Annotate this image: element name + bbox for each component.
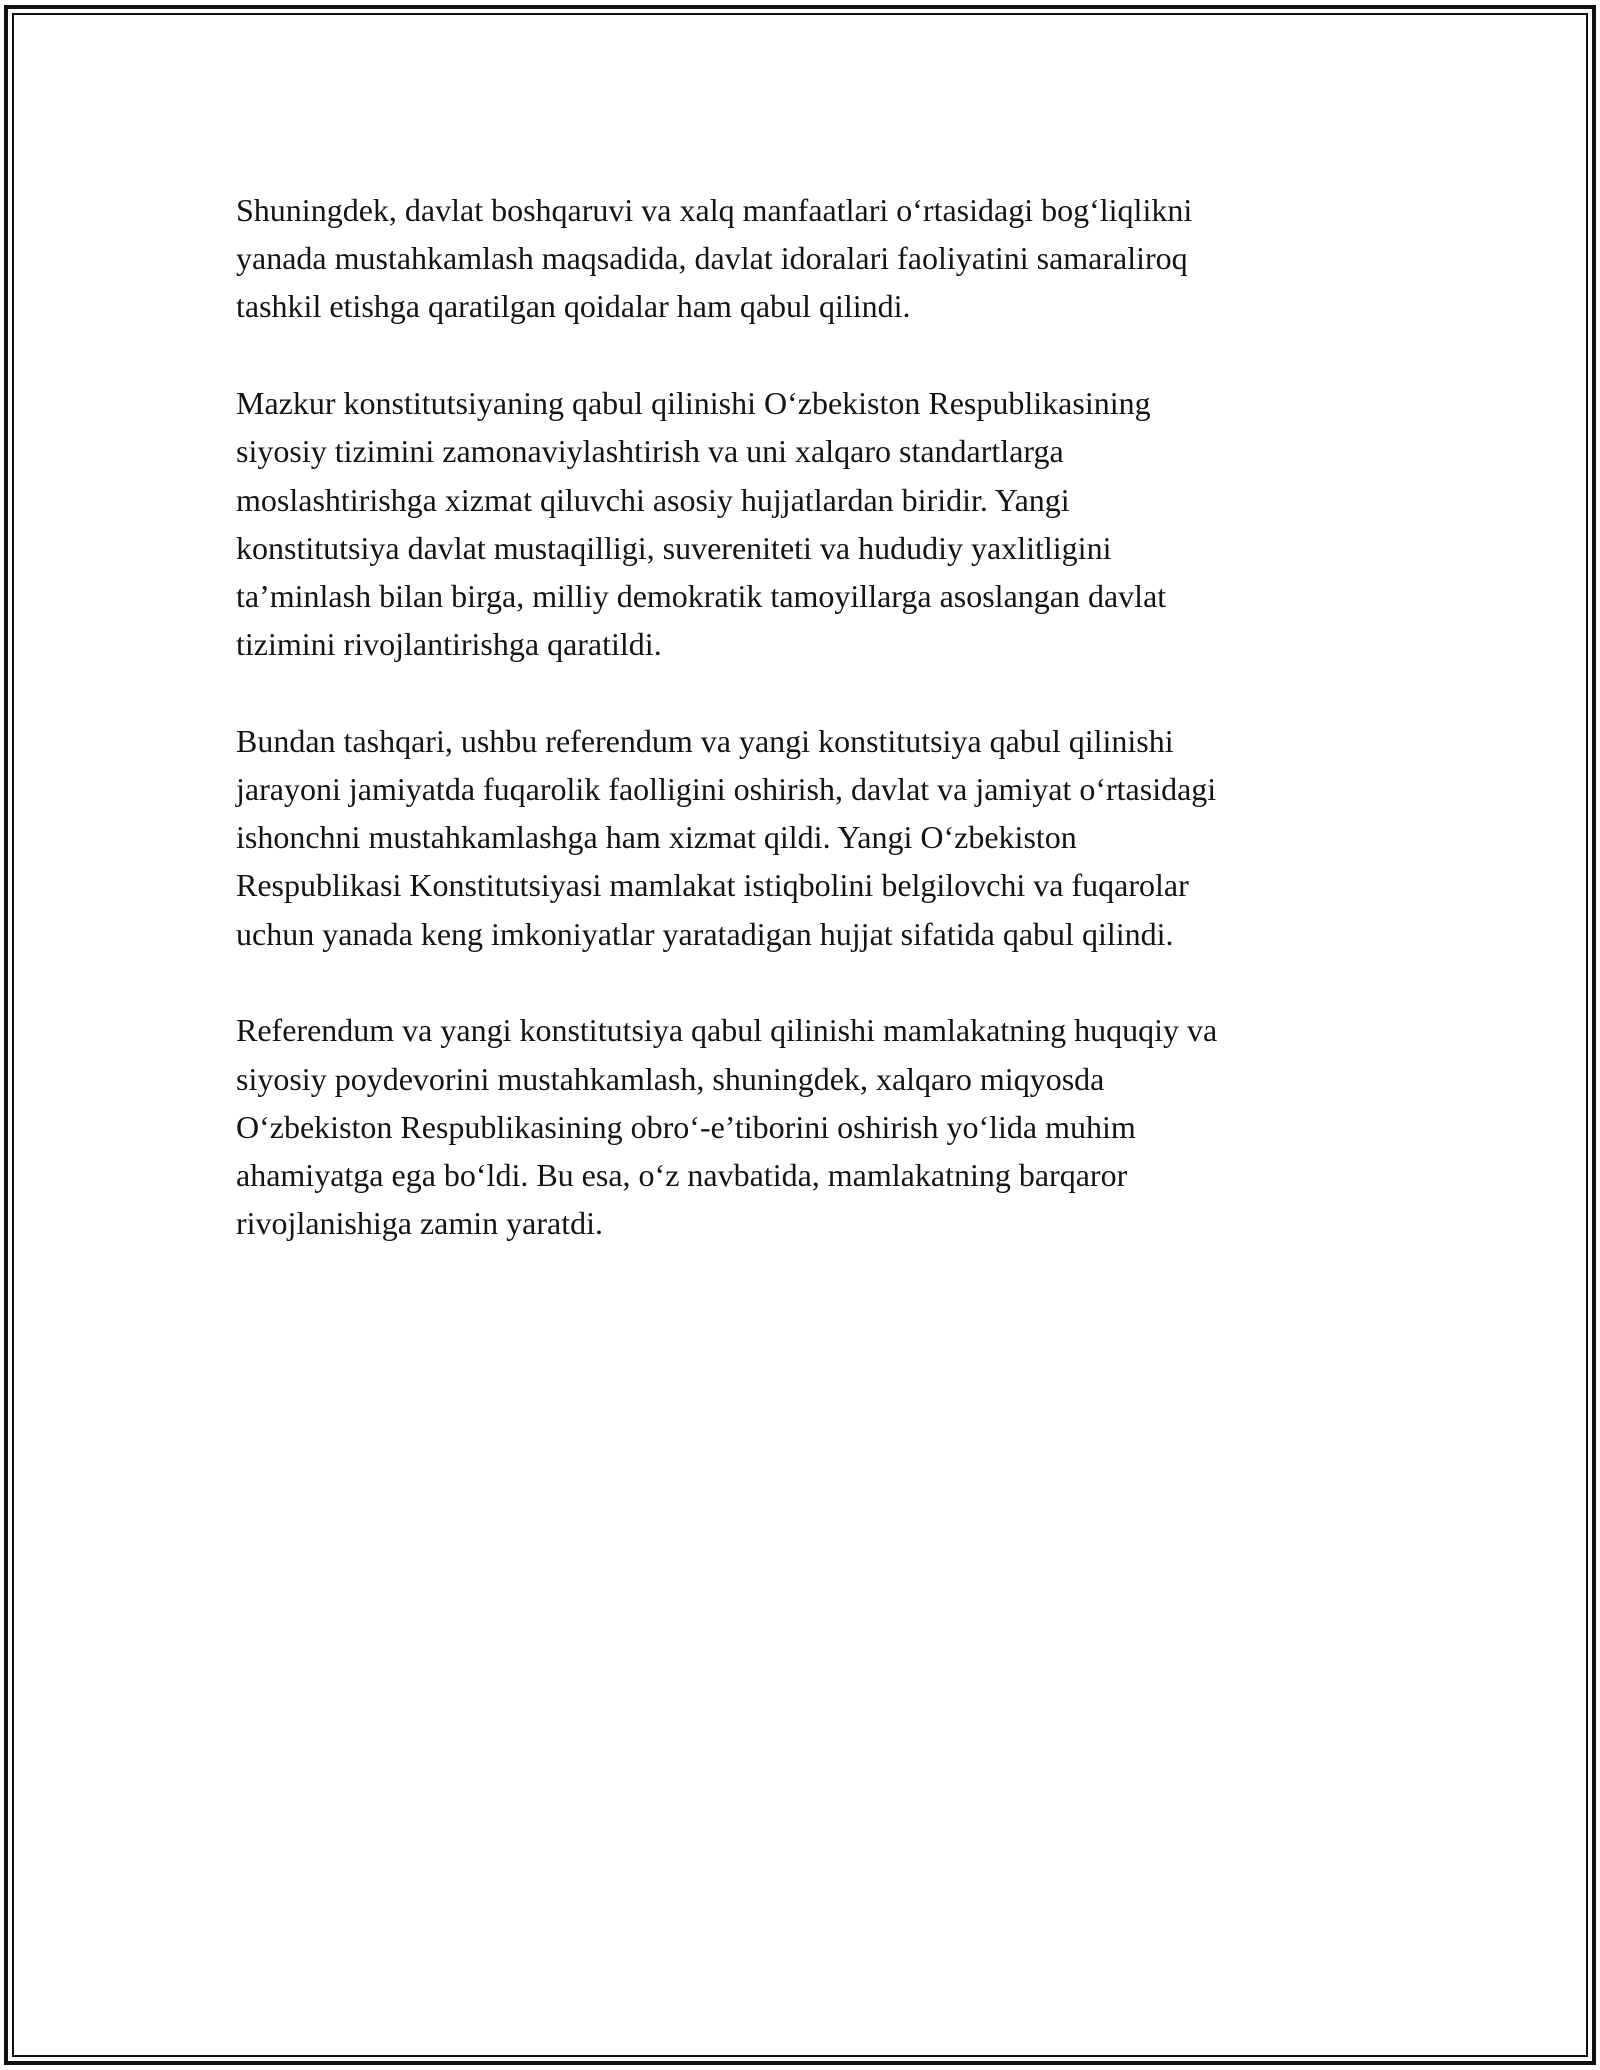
text-line: siyosiy poydevorini mustahkamlash, shuningdek, xalqaro miqyosda xyxy=(236,1060,1105,1097)
text-line: ahamiyatga ega bo‘ldi. Bu esa, o‘z navbatida, mamlakatning barqaror xyxy=(236,1156,1128,1193)
paragraph-1 xyxy=(236,186,1366,331)
text-line: siyosiy tizimini zamonaviylashtirish va uni xalqaro standartlarga xyxy=(236,433,1064,470)
text-line: tizimini rivojlantirishga qaratildi. xyxy=(236,626,662,663)
text-line: Referendum va yangi konstitutsiya qabul qilinishi mamlakatning huquqiy va xyxy=(236,1012,1218,1049)
text-line: Respublikasi Konstitutsiyasi mamlakat istiqbolini belgilovchi va fuqarolar xyxy=(236,867,1189,904)
paragraph-3 xyxy=(236,717,1366,958)
text-line: ta’minlash bilan birga, milliy demokratik tamoyillarga asoslangan davlat xyxy=(236,577,1167,614)
document-body xyxy=(236,186,1366,1296)
text-line: Bundan tashqari, ushbu referendum va yangi konstitutsiya qabul qilinishi xyxy=(236,722,1174,759)
text-line: Shuningdek, davlat boshqaruvi va xalq manfaatlari o‘rtasidagi bog‘liqlikni xyxy=(236,192,1193,228)
paragraph-2 xyxy=(236,379,1366,668)
text-line: rivojlanishiga zamin yaratdi. xyxy=(236,1205,603,1242)
text-line: uchun yanada keng imkoniyatlar yaratadigan hujjat sifatida qabul qilindi. xyxy=(236,915,1174,952)
text-line: O‘zbekiston Respublikasining obro‘-e’tiborini oshirish yo‘lida muhim xyxy=(236,1108,1136,1145)
text-line: tashkil etishga qaratilgan qoidalar ham qabul qilindi. xyxy=(236,288,911,325)
paragraph-4 xyxy=(236,1006,1366,1247)
text-line: moslashtirishga xizmat qiluvchi asosiy hujjatlardan biridir. Yangi xyxy=(236,481,1070,518)
text-line: yanada mustahkamlash maqsadida, davlat idoralari faoliyatini samaraliroq xyxy=(236,240,1188,277)
text-line: konstitutsiya davlat mustaqilligi, suvereniteti va hududiy yaxlitligini xyxy=(236,529,1112,566)
text-line: jarayoni jamiyatda fuqarolik faolligini oshirish, davlat va jamiyat o‘rtasidagi xyxy=(236,771,1217,808)
text-line: ishonchni mustahkamlashga ham xizmat qildi. Yangi O‘zbekiston xyxy=(236,819,1077,856)
text-line: Mazkur konstitutsiyaning qabul qilinishi O‘zbekiston Respublikasining xyxy=(236,385,1151,422)
